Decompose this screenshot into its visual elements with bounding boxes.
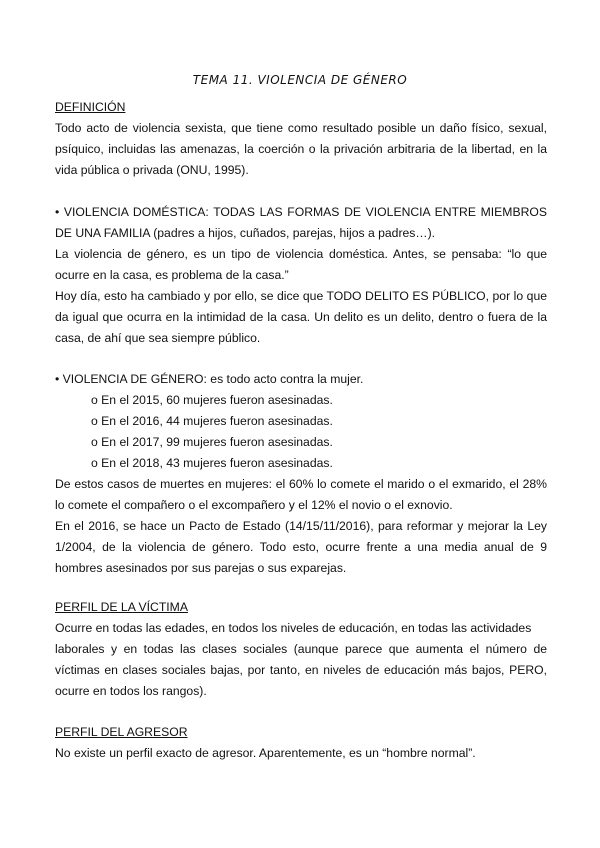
victima-line: laborales y en todas las clases sociales (aunque parece que aumenta el número de <box>55 642 547 656</box>
genero-line: En el 2016, se hace un Pacto de Estado (14/15/11/2016), para reformar y mejorar la Ley <box>55 519 547 533</box>
section-domestica <box>55 202 547 349</box>
domestica-line: La violencia de género, es un tipo de violencia doméstica. Antes, se pensaba: “lo que <box>55 247 547 261</box>
definicion-heading: DEFINICIÓN <box>55 100 126 114</box>
victima-heading: PERFIL DE LA VÍCTIMA <box>55 600 188 614</box>
definicion-line: vida pública o privada (ONU, 1995). <box>55 163 249 177</box>
genero-line: lo comete el compañero o el excompañero y el 12% el novio o el exnovio. <box>55 498 453 512</box>
list-item: o En el 2016, 44 mujeres fueron asesinadas. <box>91 414 333 428</box>
domestica-line: da igual que ocurra en la intimidad de la casa. Un delito es un delito, dentro o fuera de la <box>55 310 547 324</box>
genero-line: 1/2004, de la violencia de género. Todo esto, ocurre frente a una media anual de 9 <box>55 540 547 554</box>
definicion-line: psíquico, incluidas las amenazas, la coerción o la privación arbitraria de la libertad, en la <box>55 142 547 156</box>
victima-line: víctimas en clases sociales bajas, por tanto, en niveles de educación más bajos, PERO, <box>55 663 547 677</box>
agresor-heading: PERFIL DEL AGRESOR <box>55 725 188 739</box>
section-agresor <box>55 722 547 764</box>
genero-line: De estos casos de muertes en mujeres: el 60% lo comete el marido o el exmarido, el 28% <box>55 477 547 491</box>
agresor-line: No existe un perfil exacto de agresor. Aparentemente, es un “hombre normal”. <box>55 746 476 760</box>
domestica-line: DE UNA FAMILIA (padres a hijos, cuñados, parejas, hijos a padres…). <box>55 226 436 240</box>
domestica-line: Hoy día, esto ha cambiado y por ello, se dice que TODO DELITO ES PÚBLICO, por lo que <box>55 289 547 303</box>
list-item: o En el 2015, 60 mujeres fueron asesinadas. <box>91 393 333 407</box>
section-definicion <box>55 97 547 181</box>
genero-line: hombres asesinados por sus parejas o sus exparejas. <box>55 561 347 575</box>
section-genero <box>55 369 547 579</box>
domestica-line: ocurre en la casa, es problema de la casa.” <box>55 268 289 282</box>
genero-intro: • VIOLENCIA DE GÉNERO: es todo acto contra la mujer. <box>55 372 364 386</box>
domestica-line: casa, de ahí que sea siempre público. <box>55 331 261 345</box>
definicion-line: Todo acto de violencia sexista, que tiene como resultado posible un daño físico, sexual, <box>55 121 547 135</box>
list-item: o En el 2018, 43 mujeres fueron asesinadas. <box>91 456 333 470</box>
list-item: o En el 2017, 99 mujeres fueron asesinadas. <box>91 435 333 449</box>
section-victima <box>55 597 547 702</box>
domestica-line: • VIOLENCIA DOMÉSTICA: TODAS LAS FORMAS DE VIOLENCIA ENTRE MIEMBROS <box>55 205 547 219</box>
victima-line: ocurre en todos los rangos). <box>55 684 207 698</box>
page-title: TEMA 11. VIOLENCIA DE GÉNERO <box>192 73 408 87</box>
victima-line: Ocurre en todas las edades, en todos los niveles de educación, en todas las actividades <box>55 621 532 635</box>
